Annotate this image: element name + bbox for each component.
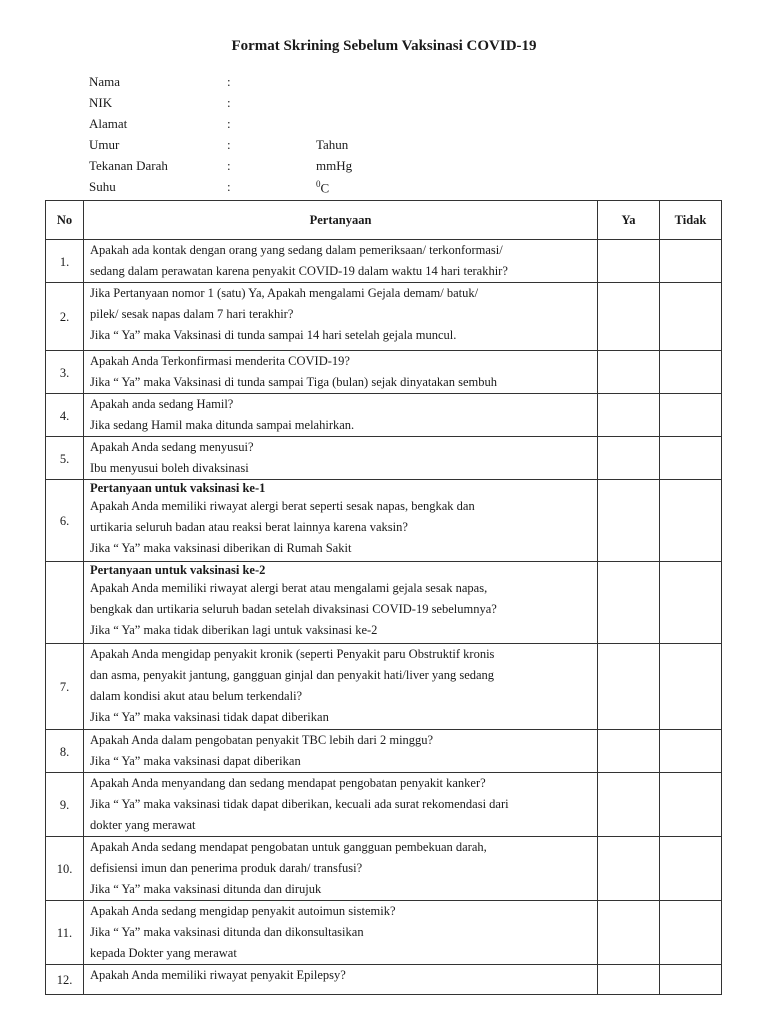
question-line: urtikaria seluruh badan atau reaksi berat lainnya karena vaksin? [90,520,408,534]
field-unit: Tahun [316,137,349,152]
field-unit: mmHg [316,158,353,173]
header-no: No [46,201,84,240]
question-line: Apakah Anda memiliki riwayat alergi berat atau mengalami gejala sesak napas, [90,581,488,595]
question-line: Apakah Anda menyandang dan sedang mendapat pengobatan penyakit kanker? [90,776,486,790]
field-colon: : [227,116,231,131]
table-row [46,351,722,394]
question-line: Apakah Anda sedang mendapat pengobatan untuk gangguan pembekuan darah, [90,840,487,854]
degree-superscript: 0 [316,179,321,189]
answer-tidak-cell[interactable] [660,240,722,283]
question-line: Apakah Anda sedang mengidap penyakit autoimun sistemik? [90,904,396,918]
answer-tidak-cell[interactable] [660,837,722,901]
question-line: Apakah ada kontak dengan orang yang sedang dalam pemeriksaan/ terkonformasi/ [90,243,503,257]
question-line: dalam kondisi akut atau belum terkendali? [90,689,303,703]
question-line: kepada Dokter yang merawat [90,946,237,960]
field-label: Umur [89,137,120,152]
table-row [46,730,722,773]
field-colon: : [227,137,231,152]
question-line: Jika “ Ya” maka vaksinasi tidak dapat diberikan [90,710,329,724]
answer-ya-cell[interactable] [598,837,660,901]
answer-tidak-cell[interactable] [660,437,722,480]
field-label: Suhu [89,179,116,194]
answer-ya-cell[interactable] [598,730,660,773]
table-row [46,240,722,283]
unit-text: C [320,180,330,196]
answer-tidak-cell[interactable] [660,965,722,995]
question-line: Jika “ Ya” maka vaksinasi ditunda dan dirujuk [90,882,322,896]
question-cell [84,351,598,394]
question-line: Jika “ Ya” maka tidak diberikan lagi untuk vaksinasi ke-2 [90,623,378,637]
answer-ya-cell[interactable] [598,901,660,965]
row-number: 12. [46,965,84,995]
question-cell [84,644,598,730]
row-number: 1. [46,240,84,283]
field-colon: : [227,95,231,110]
answer-tidak-cell[interactable] [660,351,722,394]
answer-ya-cell[interactable] [598,351,660,394]
question-cell [84,837,598,901]
table-row [46,394,722,437]
field-label: NIK [89,95,113,110]
answer-tidak-cell[interactable] [660,644,722,730]
answer-tidak-cell[interactable] [660,480,722,562]
row-number: 2. [46,283,84,351]
table-row [46,837,722,901]
table-row [46,480,722,562]
question-line: pilek/ sesak napas dalam 7 hari terakhir? [90,307,294,321]
question-line: Apakah Anda dalam pengobatan penyakit TBC lebih dari 2 minggu? [90,733,434,747]
question-line: Jika “ Ya” maka vaksinasi ditunda dan dikonsultasikan [90,925,364,939]
question-line: sedang dalam perawatan karena penyakit COVID-19 dalam waktu 14 hari terakhir? [90,264,508,278]
row-number: 9. [46,773,84,837]
question-line: Apakah Anda sedang menyusui? [90,440,254,454]
question-cell [84,480,598,562]
answer-ya-cell[interactable] [598,562,660,644]
row-number: 6. [46,480,84,562]
row-number [46,562,84,644]
field-nik [89,93,589,114]
header-ya: Ya [598,201,660,240]
row-number: 4. [46,394,84,437]
table-row [46,562,722,644]
header-tidak: Tidak [660,201,722,240]
answer-tidak-cell[interactable] [660,394,722,437]
answer-tidak-cell[interactable] [660,773,722,837]
field-suhu [89,177,589,198]
answer-ya-cell[interactable] [598,394,660,437]
answer-ya-cell[interactable] [598,283,660,351]
row-number: 8. [46,730,84,773]
field-label: Tekanan Darah [89,158,168,173]
field-colon: : [227,158,231,173]
question-cell [84,901,598,965]
question-line: Apakah Anda memiliki riwayat alergi berat seperti sesak napas, bengkak dan [90,499,475,513]
question-line: Jika “ Ya” maka vaksinasi tidak dapat diberikan, kecuali ada surat rekomendasi dari [90,797,509,811]
identity-fields [89,72,589,198]
table-row [46,901,722,965]
section-heading: Pertanyaan untuk vaksinasi ke-1 [90,481,266,495]
header-question: Pertanyaan [84,201,598,240]
table-row [46,965,722,995]
table-row [46,773,722,837]
row-number: 7. [46,644,84,730]
question-cell [84,965,598,995]
question-line: Ibu menyusui boleh divaksinasi [90,461,249,475]
table-row [46,644,722,730]
answer-ya-cell[interactable] [598,437,660,480]
answer-ya-cell[interactable] [598,773,660,837]
row-number: 3. [46,351,84,394]
answer-ya-cell[interactable] [598,965,660,995]
question-line: Jika “ Ya” maka Vaksinasi di tunda sampai Tiga (bulan) sejak dinyatakan sembuh [90,375,497,389]
question-line: Apakah Anda Terkonfirmasi menderita COVID-19? [90,354,350,368]
question-line: defisiensi imun dan penerima produk darah/ transfusi? [90,861,363,875]
question-line: dan asma, penyakit jantung, gangguan ginjal dan penyakit hati/liver yang sedang [90,668,495,682]
question-cell [84,562,598,644]
question-line: Apakah Anda mengidap penyakit kronik (seperti Penyakit paru Obstruktif kronis [90,647,495,661]
question-line: Jika “ Ya” maka Vaksinasi di tunda sampai 14 hari setelah gejala muncul. [90,328,457,342]
field-colon: : [227,179,231,194]
question-line: Apakah Anda memiliki riwayat penyakit Epilepsy? [90,968,346,982]
question-line: bengkak dan urtikaria seluruh badan setelah divaksinasi COVID-19 sebelumnya? [90,602,497,616]
field-unit [316,179,329,196]
answer-ya-cell[interactable] [598,480,660,562]
table-header-row [46,201,722,240]
field-nama [89,72,589,93]
field-umur [89,135,589,156]
row-number: 10. [46,837,84,901]
table-row [46,283,722,351]
field-label: Alamat [89,116,128,131]
answer-tidak-cell[interactable] [660,901,722,965]
question-line: Jika sedang Hamil maka ditunda sampai melahirkan. [90,418,355,432]
screening-table [45,200,722,995]
question-cell [84,240,598,283]
form-title: Format Skrining Sebelum Vaksinasi COVID-19 [231,38,537,54]
question-cell [84,730,598,773]
question-line: Jika “ Ya” maka vaksinasi dapat diberikan [90,754,301,768]
question-line: Jika “ Ya” maka vaksinasi diberikan di Rumah Sakit [90,541,352,555]
question-cell [84,773,598,837]
question-line: Apakah anda sedang Hamil? [90,397,234,411]
answer-tidak-cell[interactable] [660,730,722,773]
table-row [46,437,722,480]
answer-ya-cell[interactable] [598,644,660,730]
question-cell [84,437,598,480]
field-colon: : [227,74,231,89]
answer-tidak-cell[interactable] [660,283,722,351]
answer-tidak-cell[interactable] [660,562,722,644]
question-line: Jika Pertanyaan nomor 1 (satu) Ya, Apakah mengalami Gejala demam/ batuk/ [90,286,479,300]
question-cell [84,283,598,351]
field-alamat [89,114,589,135]
question-line: dokter yang merawat [90,818,196,832]
field-label: Nama [89,74,121,89]
section-heading: Pertanyaan untuk vaksinasi ke-2 [90,563,266,577]
answer-ya-cell[interactable] [598,240,660,283]
field-tekanan-darah [89,156,589,177]
row-number: 11. [46,901,84,965]
question-cell [84,394,598,437]
row-number: 5. [46,437,84,480]
